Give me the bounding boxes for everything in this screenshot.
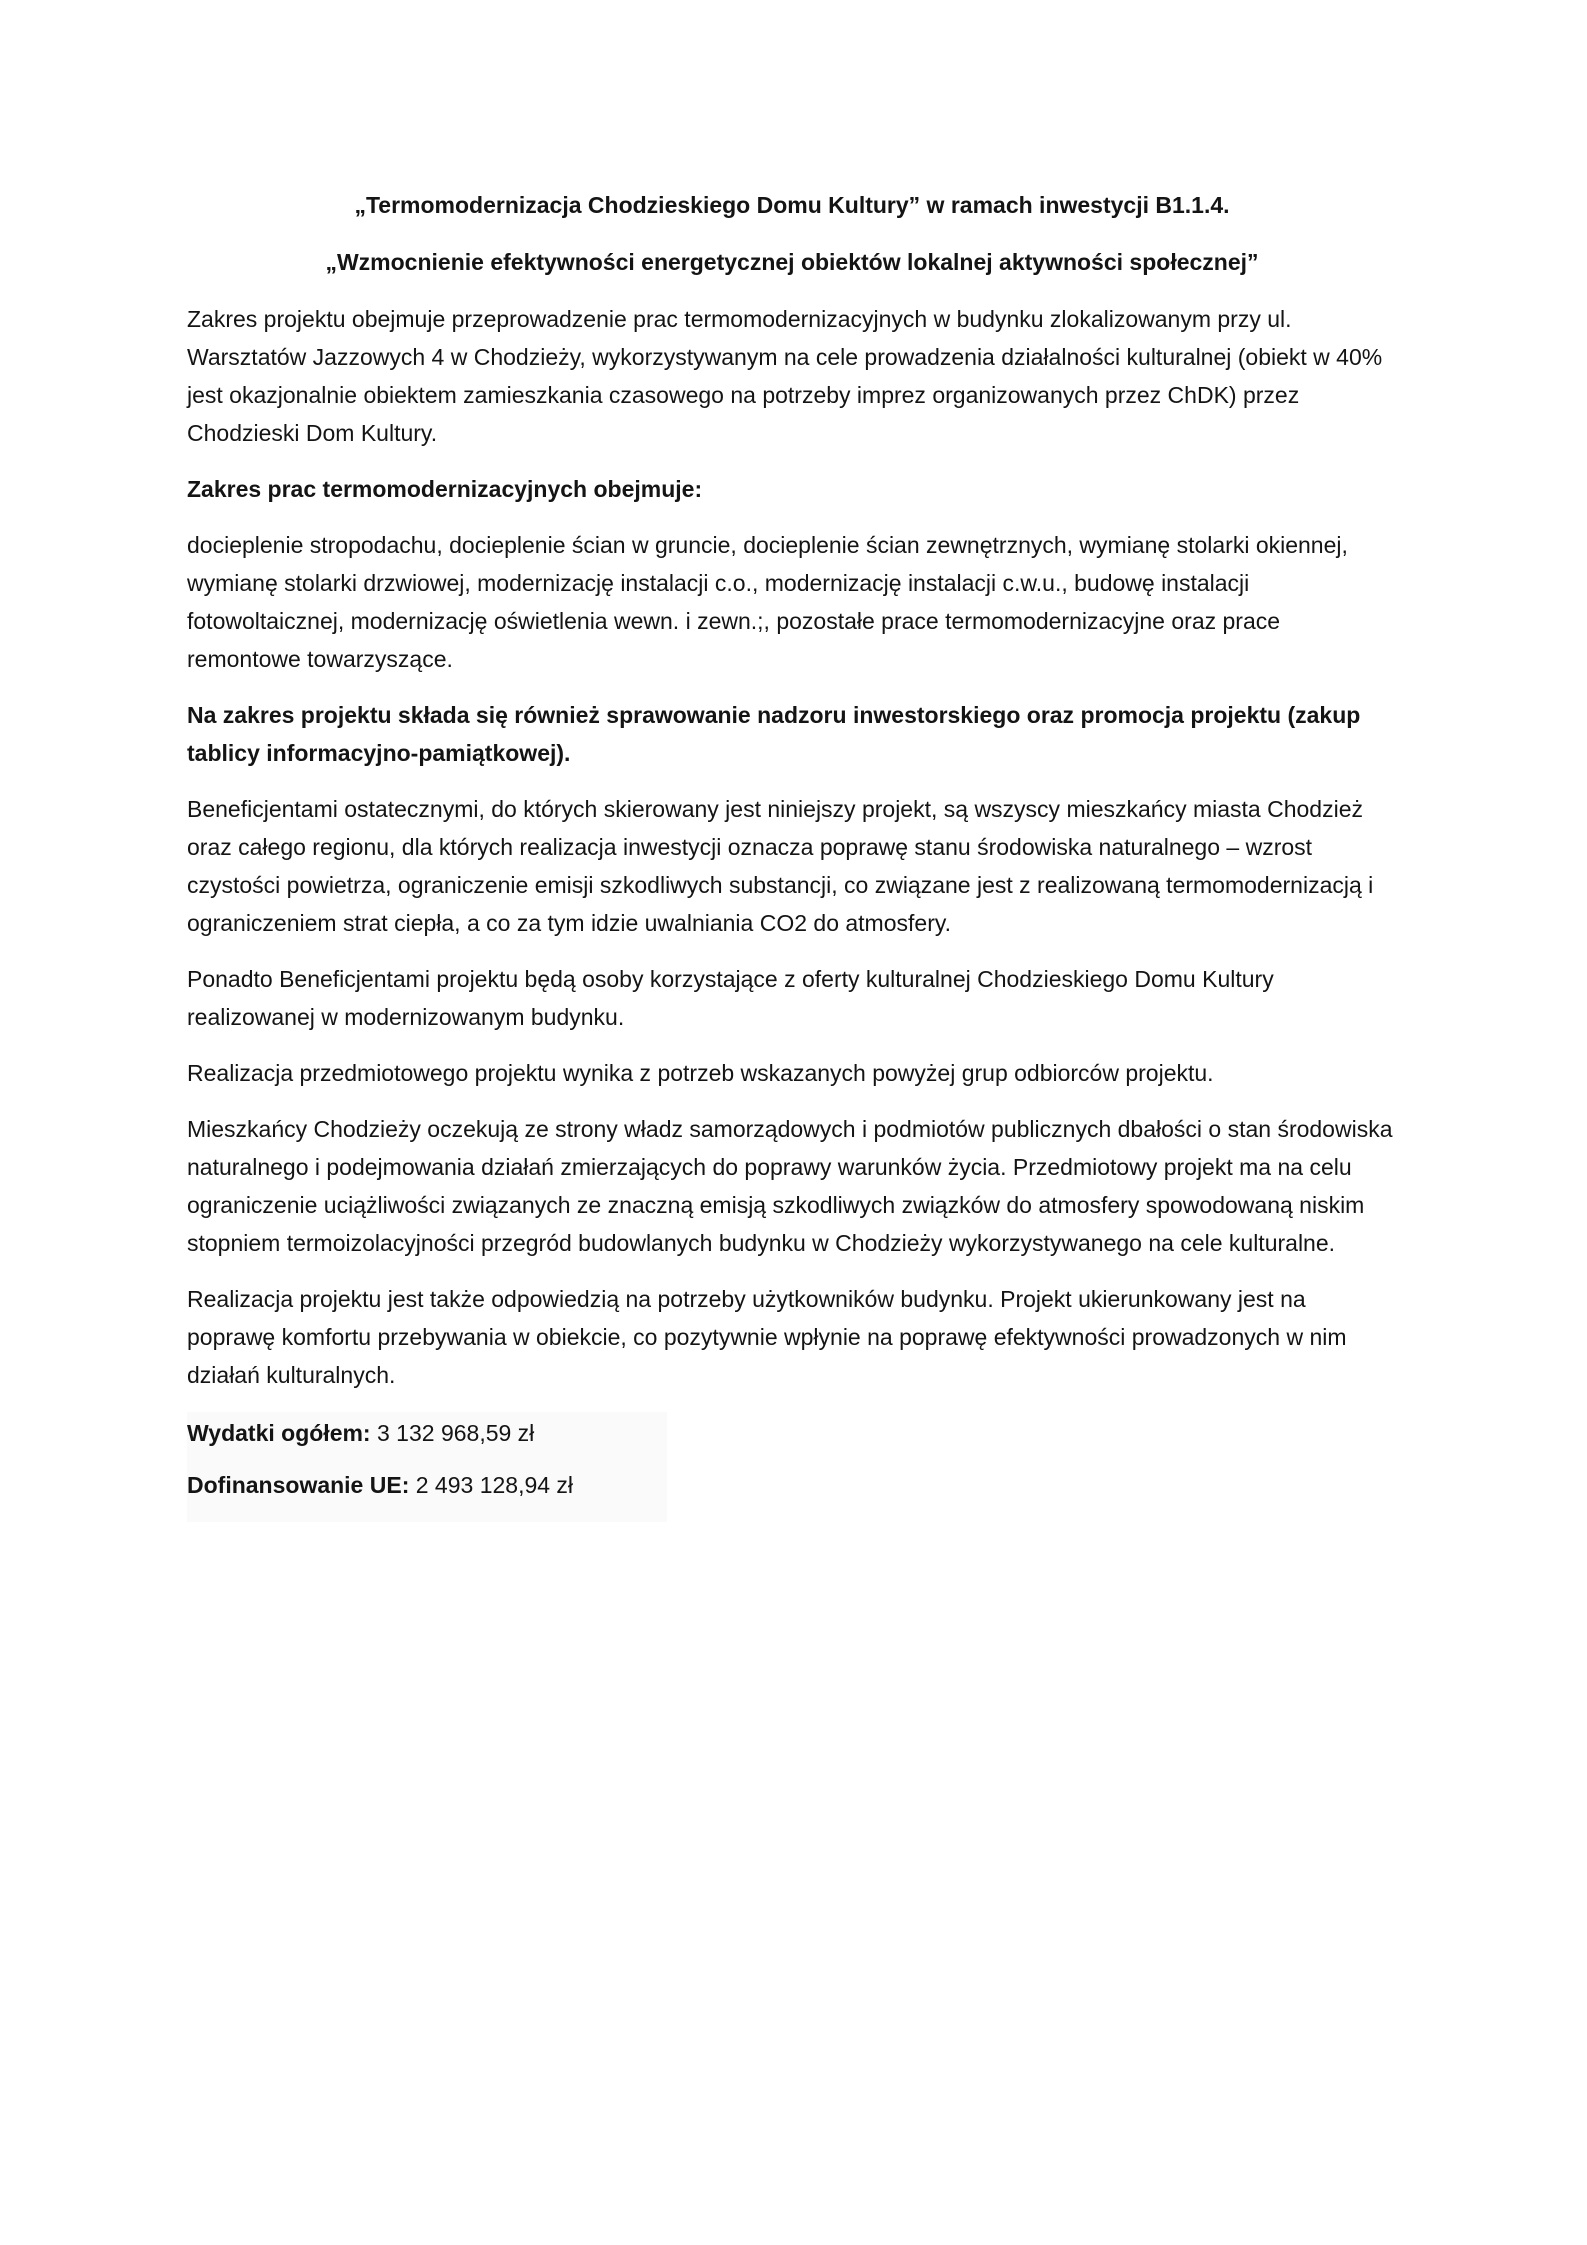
section-heading-works-scope: Zakres prac termomodernizacyjnych obejmuje: <box>187 476 703 502</box>
eu-funding-value: 2 493 128,94 zł <box>415 1472 574 1498</box>
paragraph-works-list: docieplenie stropodachu, docieplenie ścian w gruncie, docieplenie ścian zewnętrznych, wymianę stolarki okiennej, wymianę stolarki drzwiowej, modernizację instalacji c.o., modernizację instalacji c.w.u., budowę instalacji fotowoltaicznej, modernizację oświetlenia wewn. i zewn.;, pozostałe prace termomodernizacyjne oraz prace remontowe towarzyszące. <box>187 532 1348 672</box>
document-subtitle: „Wzmocnienie efektywności energetycznej obiektów lokalnej aktywności społecznej” <box>325 249 1259 275</box>
paragraph-residents-expectations: Mieszkańcy Chodzieży oczekują ze strony władz samorządowych i podmiotów publicznych dbałości o stan środowiska naturalnego i podejmowania działań zmierzających do poprawy warunków życia. Przedmiotowy projekt ma na celu ograniczenie uciążliwości związanych ze znaczną emisją szkodliwych związków do atmosfery spowodowaną niskim stopniem termoizolacyjności przegród budowlanych budynku w Chodzieży wykorzystywanego na cele kulturalne. <box>187 1116 1393 1256</box>
paragraph-project-rationale: Realizacja przedmiotowego projektu wynika z potrzeb wskazanych powyżej grup odbiorców projektu. <box>187 1060 1214 1086</box>
paragraph-supervision-promotion: Na zakres projektu składa się również sprawowanie nadzoru inwestorskiego oraz promocja projektu (zakup tablicy informacyjno-pamiątkowej). <box>187 702 1361 766</box>
total-expenses-value: 3 132 968,59 zł <box>377 1420 535 1446</box>
eu-funding-line <box>187 1466 667 1504</box>
document-title: „Termomodernizacja Chodzieskiego Domu Kultury” w ramach inwestycji B1.1.4. <box>354 192 1230 218</box>
paragraph-building-users: Realizacja projektu jest także odpowiedzią na potrzeby użytkowników budynku. Projekt ukierunkowany jest na poprawę komfortu przebywania w obiekcie, co pozytywnie wpłynie na poprawę efektywności prowadzonych w nim działań kulturalnych. <box>187 1286 1347 1388</box>
paragraph-project-scope: Zakres projektu obejmuje przeprowadzenie prac termomodernizacyjnych w budynku zlokalizowanym przy ul. Warsztatów Jazzowych 4 w Chodzieży, wykorzystywanym na cele prowadzenia działalności kulturalnej (obiekt w 40% jest okazjonalnie obiektem zamieszkania czasowego na potrzeby imprez organizowanych przez ChDK) przez Chodzieski Dom Kultury. <box>187 306 1383 446</box>
paragraph-beneficiaries: Beneficjentami ostatecznymi, do których skierowany jest niniejszy projekt, są wszyscy mieszkańcy miasta Chodzież oraz całego regionu, dla których realizacja inwestycji oznacza poprawę stanu środowiska naturalnego – wzrost czystości powietrza, ograniczenie emisji szkodliwych substancji, co związane jest z realizowaną termomodernizacją i ograniczeniem strat ciepła, a co za tym idzie uwalniania CO2 do atmosfery. <box>187 796 1374 936</box>
total-expenses-line <box>187 1414 667 1452</box>
paragraph-additional-beneficiaries: Ponadto Beneficjentami projektu będą osoby korzystające z oferty kulturalnej Chodzieskiego Domu Kultury realizowanej w modernizowanym budynku. <box>187 966 1274 1030</box>
total-expenses-label: Wydatki ogółem: <box>187 1420 371 1446</box>
financial-summary <box>187 1412 667 1522</box>
eu-funding-label: Dofinansowanie UE: <box>187 1472 410 1498</box>
